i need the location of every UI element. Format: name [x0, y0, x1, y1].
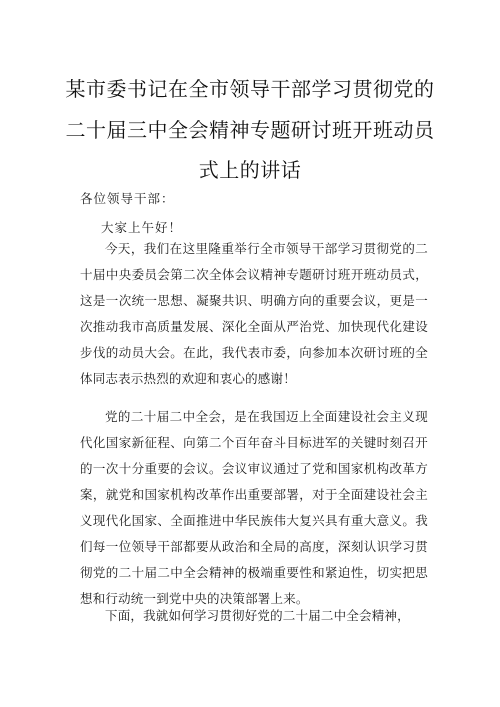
paragraph-3: 下面，我就如何学习贯彻好党的二十届二中全会精神， — [105, 608, 410, 623]
greeting: 大家上午好！ — [101, 220, 183, 235]
title-line-3: 式上的讲话 — [198, 158, 302, 182]
paragraph-2: 党的二十届二中全会，是在我国迈上全面建设社会主义现代化国家新征程、向第二个百年奋斗目标进军的关键时刻召开的一次十分重要的会议。会议审议通过了党和国家机构改革方案，就党和国家机构改革作出重要部署，对于全面建设社会主义现代化国家、全面推进中华民族伟大复兴具有重大意义。我们每一位领导干部都要从政治和全局的高度，深刻认识学习贯彻党的二十届二中全会精神的极端重要性和紧迫性，切实把思想和行动统一到党中央的决策部署上来。 — [80, 409, 428, 606]
paragraph-1: 今天，我们在这里隆重举行全市领导干部学习贯彻党的二十届中央委员会第二次全体会议精神专题研讨班开班动员式，这是一次统一思想、凝聚共识、明确方向的重要会议，更是一次推动我市高质量发展、深化全面从严治党、加快现代化建设步伐的动员大会。在此，我代表市委，向参加本次研讨班的全体同志表示热烈的欢迎和衷心的感谢！ — [80, 241, 428, 386]
title-line-1: 某市委书记在全市领导干部学习贯彻党的 — [65, 77, 435, 101]
salutation: 各位领导干部： — [80, 191, 175, 206]
title-line-2: 二十届三中全会精神专题研讨班开班动员 — [65, 118, 435, 142]
